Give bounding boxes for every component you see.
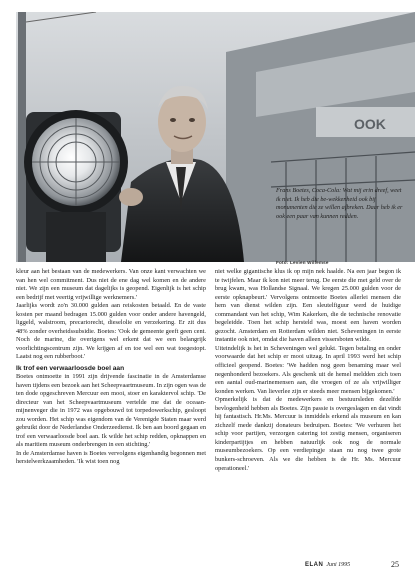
paragraph: niet welke gigantische klus ik op mijn nek haalde. Na een jaar begon ik te twijfelen. Maar ik kon niet meer terug. De eerste die met geld over de brug kwam, was Hollandse Signaal. We kregen 25.000 gulden voor de eerste opknapbeurt.' Vervolgens ontmoette Boetes allerlei mensen die hem van dienst wilden zijn. Een sleutelfiguur werd de huidige commandant van het schip, Wim Kakerken, die de technische renovatie begeleidde. Toen het schip hersteld was, moest een haven worden gezocht. Amsterdam en Rotterdam wilden niet. Scheveningen in eerste instantie ook niet, omdat die haven alleen vissersboten wilde. bbox=[215, 268, 401, 344]
photo-caption: Frans Boetes, Coca-Cola: Wat mij erin dreef, weet ik niet. Ik heb die be-wekkenheid ook bij monumenten die ze willen afbreken. Daar heb ik er ook een paar van kunnen redden. bbox=[276, 187, 403, 220]
article-column-left bbox=[16, 268, 206, 467]
magazine-name: ELAN bbox=[305, 562, 324, 568]
photo-illustration bbox=[16, 12, 415, 262]
paragraph: Jaarlijks wordt zo'n 30.000 gulden aan reiskosten betaald. En de vaste kosten per maand bedragen 15.000 gulden voor onder andere havengeld, liggeld, walstroom, precariorecht, dieselolie en verzekering. Er zit dus 48% zonder overheidssubsidie. Boetes: 'Ook de gemeente geeft geen cent. Noch de marine, die overigens wel erkent dat we een belangrijk voorlichtingscentrum zijn. We krijgen af en toe wel een wat toegestopt. Laatst nog een rubberboot.' bbox=[16, 302, 206, 361]
paragraph: Opmerkelijk is dat de medewerkers en bestuursleden dezelfde bevlogenheid hebben als Boetes. Zijn passie is overgeslagen en dat vindt hij fantastisch. Hr.Ms. Mercuur is inmiddels erkend als museum en kan zichzelf mede dankzij donateurs bedruipen. Boetes: 'We verhuren het schip voor partijen, verzorgen catering tot zestig mensen, organiseren kinderpartijtjes en hebben natuurlijk ook nog de normale museumbezoekers. Op een verdiepingje staan nu nog twee grote bunkers-schroeven. Als we die hebben is de Hr. Ms. Mercuur operationeel.' bbox=[215, 396, 401, 472]
section-heading: Ik trof een verwaarloosde boel aan bbox=[16, 365, 125, 373]
article-photo bbox=[16, 12, 415, 262]
issue-date: Juni 1995 bbox=[326, 562, 351, 568]
paragraph: Boetes ontmoette in 1991 zijn drijvende fascinatie in de Amsterdamse haven tijdens een bezoek aan het Scheepvaartmuseum. In zijn ogen was de ten dode opgeschreven Mercuur een mooi, stoer en karaktervol schip. 'De directeur van het Scheepvaartmuseum vertelde me dat de oceaan-mijnenveger die in 1972 was opgebouwd tot torpedowerkschip, gesloopt zou worden. Het schip was eigendom van de Verenigde Staten maar werd gebruikt door de Nederlandse Onderzeedienst. Ik ben aan boord gegaan en trof een verwaarloosde boel aan. Ik wilde het schip redden, opknappen en als maritiem museum onderbrengen in een stichting.' bbox=[16, 373, 206, 449]
paragraph: In de Amsterdamse haven is Boetes vervolgens eigenhandig begonnen met herstelwerkzaamheden. 'Ik wist toen nog bbox=[16, 449, 206, 466]
page-footer bbox=[305, 562, 350, 568]
paragraph: Uiteindelijk is het in Scheveningen wel gelukt. Tegen betaling en onder voorwaarde dat het schip er mooi uitzag. In april 1993 werd het schip officieel geopend. Boetes: 'We hadden nog geen benaming maar wel negenhonderd bezoekers. Als geschenk uit de hemel meldden zich toen een aantal oud-marinemensen aan, die vroegen of ze als vrijwilliger konden werken. Van lieverlee zijn er steeds meer mensen bijgekomen.' bbox=[215, 344, 401, 395]
paragraph: kleur aan het bestaan van de medewerkers. Van onze kant verwachten we van hen wel commitment. Dus niet de ene dag wel komen en de andere niet. We zijn een museum dat dagelijks is geopend. Eigenlijk is het schip een bedrijf met veertig vrijwillige werknemers.' bbox=[16, 268, 206, 301]
svg-text:OOK: OOK bbox=[354, 116, 386, 132]
page-number: 25 bbox=[391, 560, 399, 569]
photo-credit: Foto: Levien Willemse bbox=[276, 260, 329, 265]
article-column-right bbox=[215, 268, 401, 473]
